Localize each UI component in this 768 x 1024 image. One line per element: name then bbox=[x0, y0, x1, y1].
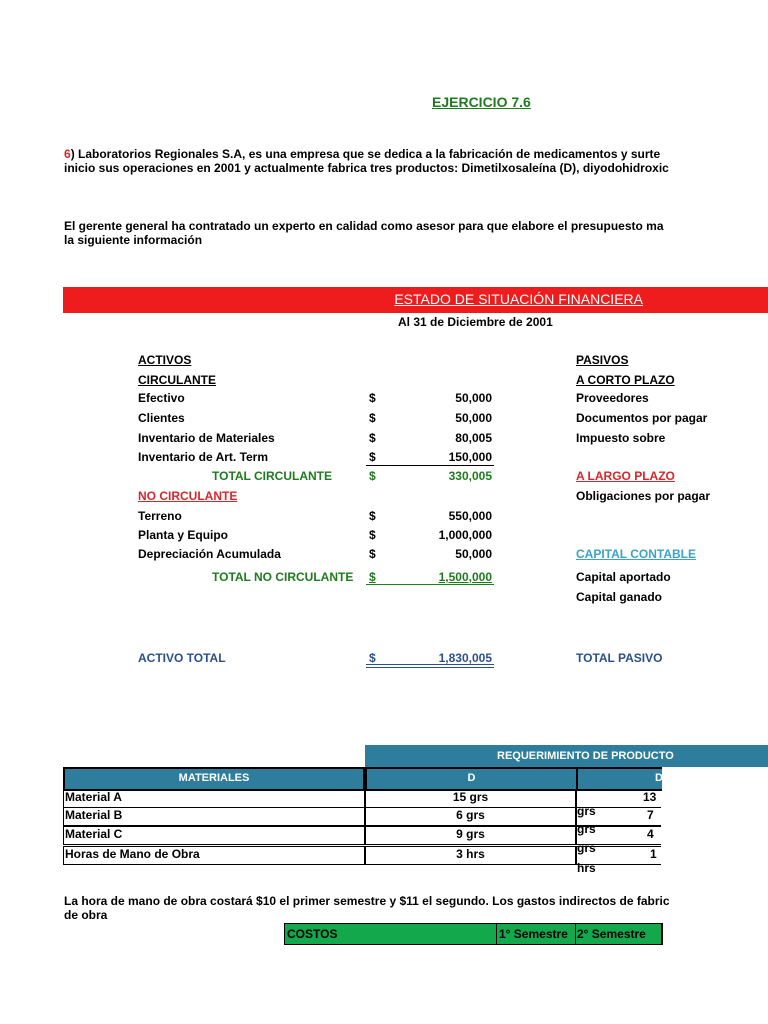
labor-note-line-2: de obra bbox=[64, 908, 108, 922]
total-no-circulante-label: TOTAL NO CIRCULANTE bbox=[212, 570, 354, 584]
asset-amount: 150,000 bbox=[448, 450, 492, 464]
total-circulante-amount: 330,005 bbox=[448, 469, 492, 483]
asset-amount: 50,000 bbox=[455, 547, 492, 561]
asset-label: Planta y Equipo bbox=[138, 528, 229, 542]
asset-label: Depreciación Acumulada bbox=[138, 547, 281, 561]
currency-sign: $ bbox=[369, 450, 376, 464]
currency-sign: $ bbox=[369, 651, 376, 665]
gerente-line-1: El gerente general ha contratado un experto en calidad como asesor para que elabore el presupuesto ma bbox=[64, 219, 664, 233]
balance-date: Al 31 de Diciembre de 2001 bbox=[398, 315, 553, 329]
column-header-d: D bbox=[365, 767, 578, 791]
table-cell: 1 hrs bbox=[576, 846, 661, 865]
capital-heading: CAPITAL CONTABLE bbox=[576, 547, 696, 561]
activo-total-amount: 1,830,005 bbox=[438, 651, 492, 665]
table-cell: 3 hrs bbox=[365, 846, 576, 865]
total-double-line bbox=[366, 667, 494, 668]
asset-label: Efectivo bbox=[138, 391, 185, 405]
table-cell: 15 grs bbox=[365, 789, 576, 808]
total-circulante-label: TOTAL CIRCULANTE bbox=[212, 469, 332, 483]
largo-plazo-heading: A LARGO PLAZO bbox=[576, 469, 675, 483]
activos-heading: ACTIVOS bbox=[138, 353, 192, 367]
activo-total-label: ACTIVO TOTAL bbox=[138, 651, 226, 665]
exercise-number: 6 bbox=[64, 147, 71, 161]
subtotal-line bbox=[366, 465, 494, 466]
liability-label: Obligaciones por pagar bbox=[576, 489, 711, 503]
table-row-label: Material C bbox=[63, 826, 365, 845]
no-circulante-heading: NO CIRCULANTE bbox=[138, 489, 238, 503]
currency-sign: $ bbox=[369, 431, 376, 445]
asset-label: Clientes bbox=[138, 411, 185, 425]
total-line bbox=[366, 664, 494, 665]
materials-header-label: MATERIALES bbox=[178, 772, 250, 784]
liability-label: Documentos por pagar bbox=[576, 411, 708, 425]
labor-note-line-1: La hora de mano de obra costará $10 el primer semestre y $11 el segundo. Los gastos indirectos de fabric bbox=[64, 894, 670, 908]
materials-header bbox=[63, 767, 365, 791]
asset-amount: 80,005 bbox=[455, 431, 492, 445]
capital-label: Capital ganado bbox=[576, 590, 663, 604]
liability-label: Impuesto sobre bbox=[576, 431, 666, 445]
asset-amount: 550,000 bbox=[448, 509, 492, 523]
asset-amount: 1,000,000 bbox=[438, 528, 492, 542]
currency-sign: $ bbox=[369, 547, 376, 561]
table-cell: 7 grs bbox=[576, 807, 661, 826]
pasivos-heading: PASIVOS bbox=[576, 353, 629, 367]
liability-label: Proveedores bbox=[576, 391, 649, 405]
balance-banner bbox=[63, 287, 768, 313]
semester-1-header: 1° Semestre bbox=[496, 923, 576, 945]
intro-text-1: ) Laboratorios Regionales S.A, es una empresa que se dedica a la fabricación de medicamentos y surte bbox=[70, 147, 661, 161]
intro-line-1 bbox=[64, 147, 660, 161]
table-cell: 13 grs bbox=[576, 789, 661, 808]
currency-sign: $ bbox=[369, 391, 376, 405]
balance-title: ESTADO DE SITUACIÓN FINANCIERA bbox=[394, 291, 643, 307]
currency-sign: $ bbox=[369, 528, 376, 542]
circulante-heading: CIRCULANTE bbox=[138, 373, 216, 387]
asset-amount: 50,000 bbox=[455, 391, 492, 405]
currency-sign: $ bbox=[369, 411, 376, 425]
currency-sign: $ bbox=[369, 469, 376, 483]
asset-label: Inventario de Art. Term bbox=[138, 450, 269, 464]
asset-amount: 50,000 bbox=[455, 411, 492, 425]
costos-header: COSTOS bbox=[284, 923, 497, 945]
subtotal-line bbox=[366, 584, 494, 585]
capital-label: Capital aportado bbox=[576, 570, 671, 584]
table-cell: 9 grs bbox=[365, 826, 576, 845]
table-row-label: Horas de Mano de Obra bbox=[63, 846, 365, 865]
table-cell: 4 grs bbox=[576, 826, 661, 845]
page-title: EJERCICIO 7.6 bbox=[432, 94, 531, 110]
asset-label: Inventario de Materiales bbox=[138, 431, 275, 445]
total-pasivo-label: TOTAL PASIVO bbox=[576, 651, 663, 665]
requirement-group-header bbox=[365, 745, 768, 767]
column-header-d2: D bbox=[576, 767, 662, 791]
gerente-line-2: la siguiente información bbox=[64, 233, 203, 247]
currency-sign: $ bbox=[369, 509, 376, 523]
table-row-label: Material A bbox=[63, 789, 365, 808]
currency-sign: $ bbox=[369, 570, 376, 584]
table-cell: 6 grs bbox=[365, 807, 576, 826]
intro-line-2: inicio sus operaciones en 2001 y actualmente fabrica tres productos: Dimetilxosaleína (D), diyodohidroxic bbox=[64, 161, 669, 175]
asset-label: Terreno bbox=[138, 509, 182, 523]
semester-2-header: 2° Semestre bbox=[575, 923, 663, 945]
table-row-label: Material B bbox=[63, 807, 365, 826]
requirement-header-label: REQUERIMIENTO DE PRODUCTO bbox=[497, 750, 674, 762]
corto-plazo-heading: A CORTO PLAZO bbox=[576, 373, 675, 387]
total-no-circulante-amount: 1,500,000 bbox=[438, 570, 492, 584]
